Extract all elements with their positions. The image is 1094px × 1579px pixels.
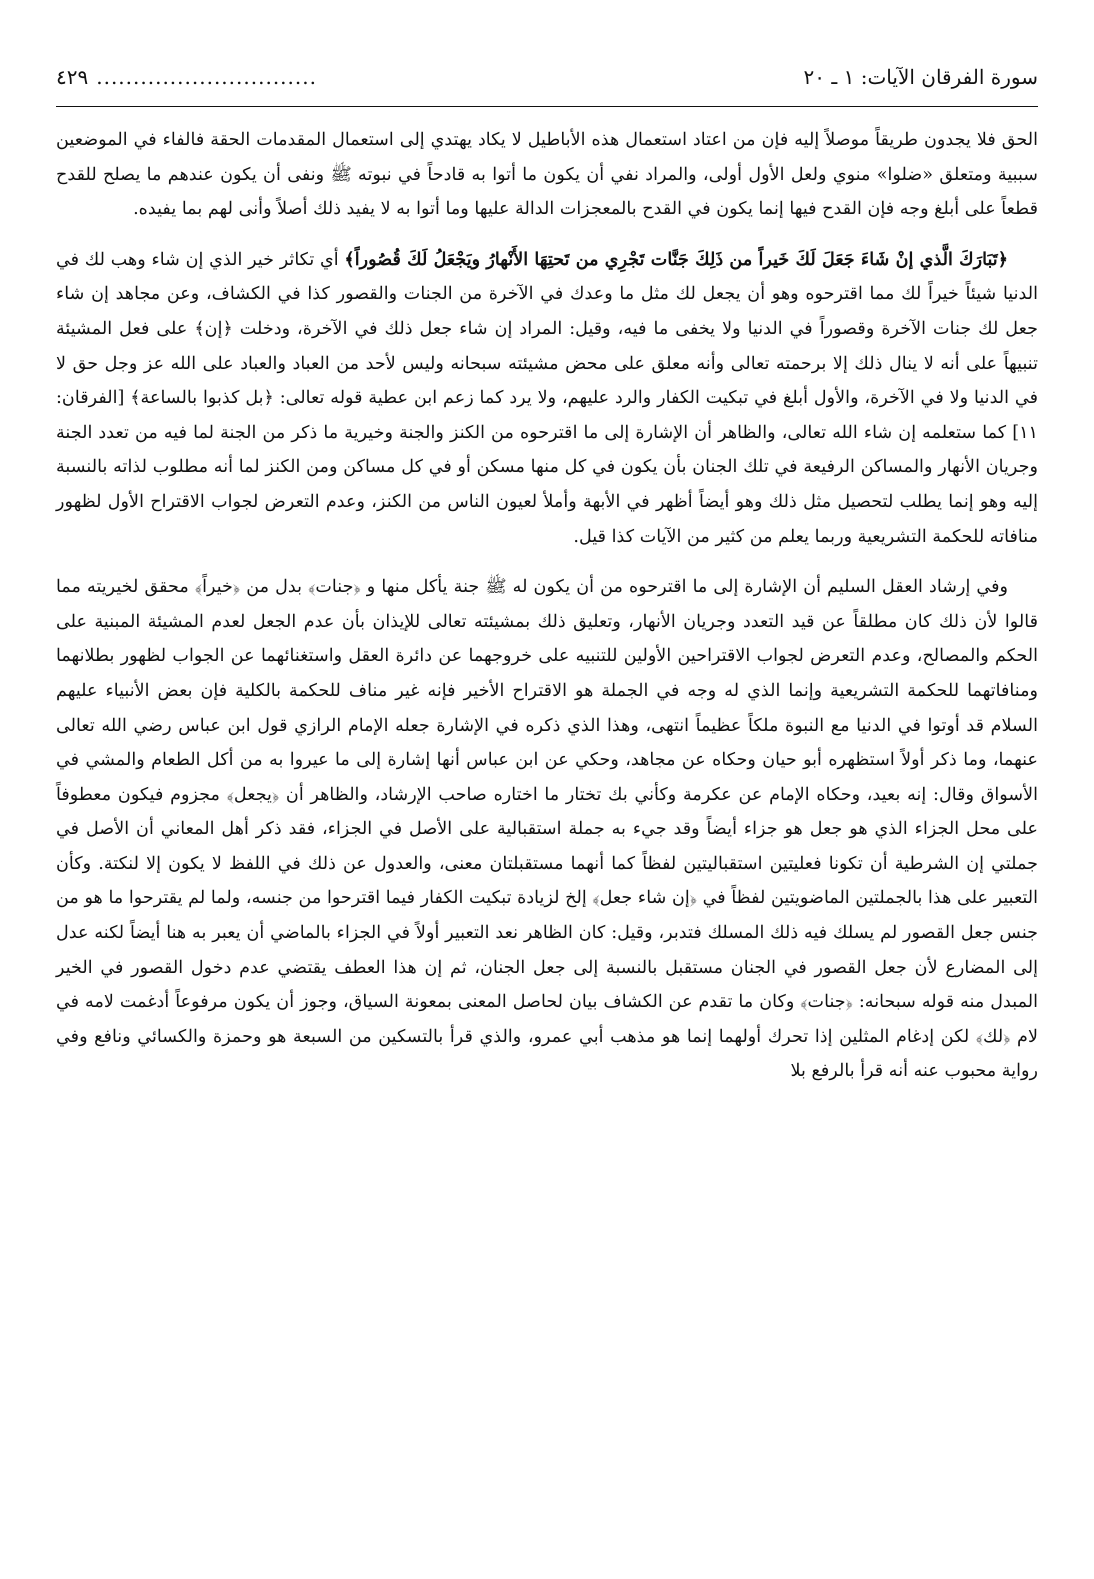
paragraph-1-text: الحق فلا يجدون طريقاً موصلاً إليه فإن من اعتاد استعمال هذه الأباطيل لا يكاد يهتدي إلى استعمال المقدمات الحقة فالفاء في الموضعين سببية ومتعلق «ضلوا» منوي ولعل الأول أولى، والمراد نفي أن يكون ما أتوا به قادحاً في نبوته ﷺ ونفى أن يكون عندهم ما يصلح للقدح قطعاً على أبلغ وجه فإن القدح فيها إنما يكون في القدح بالمعجزات الدالة عليها وما أتوا به لا يفيد ذلك أصلاً وأنى لهم بما يفيده. [56, 130, 1038, 220]
quran-verse: ﴿تَبَارَكَ الَّذي إنْ شَاءَ جَعَلَ لَكَ خَيراً من ذَلِكَ جَنَّات تَجْرِي من تَحتِهَا الأَنْهارُ ويَجْعَلُ لَكَ قُصُوراً﴾ [344, 248, 1009, 270]
paragraph-2-text: أي تكاثر خير الذي إن شاء وهب لك في الدنيا شيئاً خيراً لك مما اقترحوه وهو أن يجعل لك مثل ما وعدك في الآخرة من الجنات والقصور كذا في الكشاف، وعن مجاهد إن شاء جعل لك جنات الآخرة وقصوراً في الدنيا ولا يخفى ما فيه، وقيل: المراد إن شاء جعل ذلك في الآخرة، ودخلت ﴿إن﴾ على فعل المشيئة تنبيهاً على أنه لا ينال ذلك إلا برحمته تعالى وأنه معلق على محض مشيئته سبحانه وليس لأحد من العباد والعباد على الله عز وجل حق لا في الدنيا ولا في الآخرة، والأول أبلغ في تبكيت الكفار والرد عليهم، ولا يرد كما زعم ابن عطية قوله تعالى: ﴿بل كذبوا بالساعة﴾ [الفرقان: ١١] كما ستعلمه إن شاء الله تعالى، والظاهر أن الإشارة إلى ما اقترحوه من الكنز والجنة وخيرية ما ذكر من الجنة لما فيه من تعدد الجنة وجريان الأنهار والمساكن الرفيعة في تلك الجنان بأن يكون في كل منها مسكن أو في كل مساكن ومن الكنز لما أنه مطلوب لذاته بالنسبة إليه وهو إنما يطلب لتحصيل مثل ذلك وهو أيضاً أظهر في الأبهة وأملأ لعيون الناس من الكنز، وعدم التعرض لجواب الاقتراح الأول لظهور منافاته للحكمة التشريعية وربما يعلم من كثير من الآيات كذا قيل. [56, 249, 1038, 547]
paragraph-3 [56, 570, 1038, 1089]
leader-dots: .............................. [96, 65, 317, 89]
paragraph-3-text: وفي إرشاد العقل السليم أن الإشارة إلى ما اقترحوه من أن يكون له ﷺ جنة يأكل منها و ﴿جنات﴾ بدل من ﴿خيراً﴾ محقق لخيريته مما قالوا لأن ذلك كان مطلقاً عن قيد التعدد وجريان الأنهار، وتعليق ذلك بمشيئته تعالى للإيذان بأن عدم الجعل لعدم المشيئة المبنية على الحكم والمصالح، وعدم التعرض لجواب الاقتراحين الأولين للتنبيه على خروجهما عن دائرة العقل واستغنائهما عن الجواب لظهور بطلانهما ومنافاتهما للحكمة التشريعية وإنما الذي له وجه في الجملة هو الاقتراح الأخير فإنه غير مناف للحكمة بالكلية فإن بعض الأنبياء عليهم السلام قد أوتوا في الدنيا مع النبوة ملكاً عظيماً انتهى، وهذا الذي ذكره في الإشارة جعله الإمام الرازي قول ابن عباس رضي الله تعالى عنهما، وما ذكر أولاً استظهره أبو حيان وحكاه عن مجاهد، وحكي عن ابن عباس أنها إشارة إلى ما عيروا به من أكل الطعام والمشي في الأسواق وقال: إنه بعيد، وحكاه الإمام عن عكرمة وكأني بك تختار ما اختاره صاحب الإرشاد، والظاهر أن ﴿يجعل﴾ مجزوم فيكون معطوفاً على محل الجزاء الذي هو جعل هو جزاء أيضاً وقد جيء به جملة استقبالية على الأصل في الجزاء، فقد ذكر أهل المعاني أن الأصل في جملتي إن الشرطية أن تكونا فعليتين استقباليتين لفظاً كما أنهما مستقبلتان معنى، والعدول عن ذلك في اللفظ لا يكون إلا لنكتة. وكأن التعبير على هذا بالجملتين الماضويتين لفظاً في ﴿إن شاء جعل﴾ إلخ لزيادة تبكيت الكفار فيما اقترحوا من جنسه، ولما لم يقترحوا ما هو من جنس جعل القصور لم يسلك فيه ذلك المسلك فتدبر، وقيل: كان الظاهر نعد التعبير أولاً في الجزاء بالماضي أن يعبر به هنا أيضاً لكنه عدل إلى المضارع لأن جعل القصور في الجنان مستقبل بالنسبة إلى جعل الجنان، ثم إن هذا العطف يقتضي عدم دخول القصور في الخير المبدل منه قوله سبحانه: ﴿جنات﴾ وكان ما تقدم عن الكشاف بيان لحاصل المعنى بمعونة السياق، وجوز أن يكون مرفوعاً أدغمت لامه في لام ﴿لك﴾ لكن إدغام المثلين إذا تحرك أولهما إنما هو مذهب أبي عمرو، والذي قرأ بالتسكين من السبعة هو وحمزة والكسائي ونافع وفي رواية محبوب عنه أنه قرأ بالرفع بلا [56, 577, 1038, 1082]
surah-title: سورة الفرقان الآيات: ١ ـ ٢٠ [803, 65, 1038, 89]
body-text [56, 123, 1038, 1089]
paragraph-1 [56, 123, 1038, 227]
running-header [56, 62, 1038, 107]
page-number: ٤٢٩ [56, 65, 89, 89]
paragraph-2 [56, 243, 1038, 554]
